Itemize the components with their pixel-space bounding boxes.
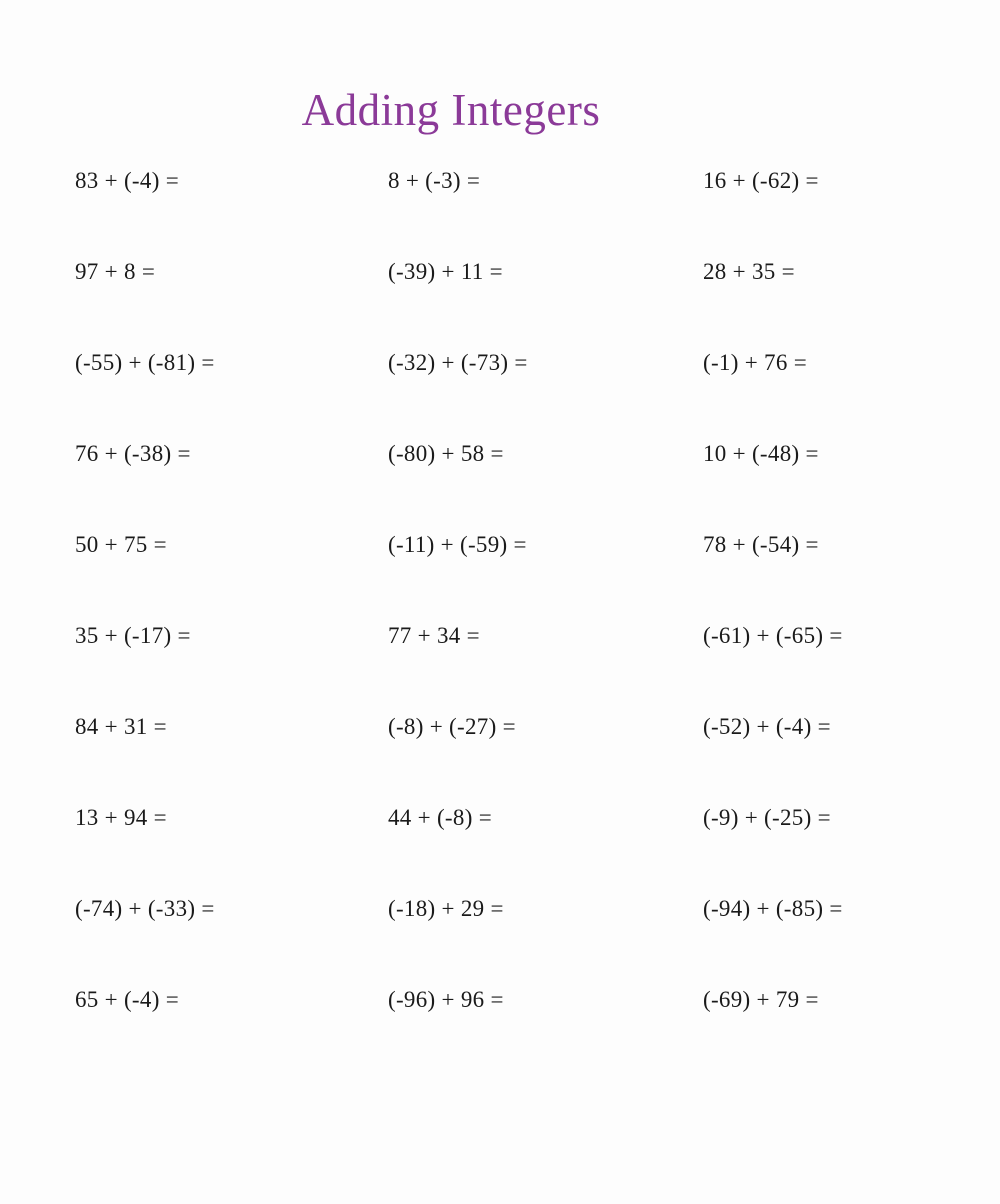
problem: (-74) + (-33) = xyxy=(75,896,215,921)
problem: 76 + (-38) = xyxy=(75,441,191,466)
problem: 77 + 34 = xyxy=(388,623,480,648)
problem: (-39) + 11 = xyxy=(388,259,503,284)
problem: 44 + (-8) = xyxy=(388,805,492,830)
problem: 8 + (-3) = xyxy=(388,168,481,193)
problem: (-52) + (-4) = xyxy=(703,714,831,739)
problem: 78 + (-54) = xyxy=(703,532,819,557)
problem: (-9) + (-25) = xyxy=(703,805,831,830)
problem: (-55) + (-81) = xyxy=(75,350,215,375)
problem: 97 + 8 = xyxy=(75,259,156,284)
problem: (-80) + 58 = xyxy=(388,441,504,466)
problem: 28 + 35 = xyxy=(703,259,795,284)
problem: (-96) + 96 = xyxy=(388,987,504,1012)
problem: 84 + 31 = xyxy=(75,714,167,739)
problem: (-61) + (-65) = xyxy=(703,623,843,648)
problem: 50 + 75 = xyxy=(75,532,167,557)
problem: 65 + (-4) = xyxy=(75,987,179,1012)
problems-grid xyxy=(75,168,950,1078)
problem: 16 + (-62) = xyxy=(703,168,819,193)
worksheet-title: Adding Integers xyxy=(301,85,601,136)
problem: (-18) + 29 = xyxy=(388,896,504,921)
problem: (-32) + (-73) = xyxy=(388,350,528,375)
problem: 13 + 94 = xyxy=(75,805,167,830)
problem: 35 + (-17) = xyxy=(75,623,191,648)
problem: (-94) + (-85) = xyxy=(703,896,843,921)
problem: 83 + (-4) = xyxy=(75,168,179,193)
problem: 10 + (-48) = xyxy=(703,441,819,466)
problem: (-8) + (-27) = xyxy=(388,714,516,739)
problem: (-69) + 79 = xyxy=(703,987,819,1012)
problem: (-1) + 76 = xyxy=(703,350,807,375)
problem: (-11) + (-59) = xyxy=(388,532,527,557)
